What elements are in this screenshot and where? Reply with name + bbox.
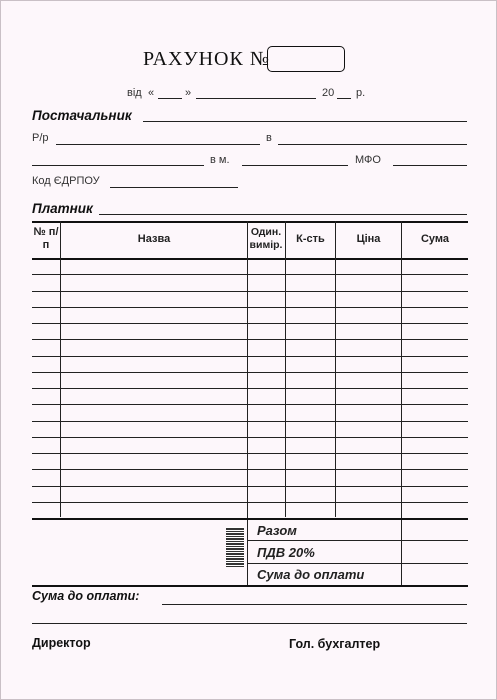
subtotal-label: Разом [257,523,297,538]
amount-due-label: Сума до оплати: [32,589,140,603]
col-divider-4 [335,221,336,517]
table-row[interactable] [32,372,468,373]
table-row[interactable] [32,437,468,438]
quote-open: « [148,87,155,99]
supplier-name-field[interactable] [143,121,467,122]
amount-due-field-1[interactable] [162,604,467,605]
amount-due-field-2[interactable] [32,623,467,624]
total-label: Сума до оплати [257,567,365,582]
table-row[interactable] [32,486,468,487]
year-prefix: 20 [322,87,335,99]
payer-name-field[interactable] [99,214,467,215]
col-divider-1 [60,221,61,517]
table-row[interactable] [32,502,468,503]
date-from-label: від [127,87,142,99]
col-header-number: № п/п [33,226,59,251]
year-field[interactable] [337,98,351,99]
payer-section-label: Платник [32,201,93,216]
mfo-label: МФО [355,154,381,166]
invoice-title: РАХУНОК № [143,48,270,70]
month-field[interactable] [196,98,316,99]
barcode-image [226,527,244,567]
vat-field[interactable] [402,541,468,563]
table-row[interactable] [32,274,468,275]
bank-label: в [266,132,272,144]
col-header-sum: Сума [420,233,450,245]
table-row[interactable] [32,469,468,470]
city-field[interactable] [242,165,348,166]
supplier-section-label: Постачальник [32,108,132,123]
col-header-quantity: К-сть [296,233,325,245]
bank-detail-field[interactable] [32,165,204,166]
mfo-field[interactable] [393,165,467,166]
table-row[interactable] [32,388,468,389]
col-header-price: Ціна [356,233,381,245]
table-top-border [32,221,468,223]
account-field[interactable] [56,144,260,145]
account-label: Р/р [32,132,49,144]
table-row[interactable] [32,453,468,454]
table-row[interactable] [32,291,468,292]
table-row[interactable] [32,404,468,405]
quote-close: » [185,87,192,99]
table-row[interactable] [32,323,468,324]
col-header-unit: Один. вимір. [249,226,283,251]
invoice-number-field[interactable] [267,46,345,72]
year-suffix: р. [356,87,366,99]
col-divider-3 [285,221,286,517]
vat-label: ПДВ 20% [257,545,315,560]
bank-field[interactable] [278,144,467,145]
table-row[interactable] [32,421,468,422]
table-row[interactable] [32,339,468,340]
table-header-bottom-border [32,258,468,260]
edrpou-label: Код ЄДРПОУ [32,175,100,187]
totals-bottom-border [32,585,468,587]
edrpou-field[interactable] [110,187,238,188]
day-field[interactable] [158,98,182,99]
accountant-label: Гол. бухгалтер [289,637,381,651]
total-field[interactable] [402,564,468,585]
table-row[interactable] [32,307,468,308]
city-label: в м. [210,154,230,166]
col-header-name: Назва [137,233,171,245]
col-divider-2 [247,221,248,585]
table-row[interactable] [32,356,468,357]
subtotal-field[interactable] [402,519,468,540]
director-label: Директор [32,636,91,650]
